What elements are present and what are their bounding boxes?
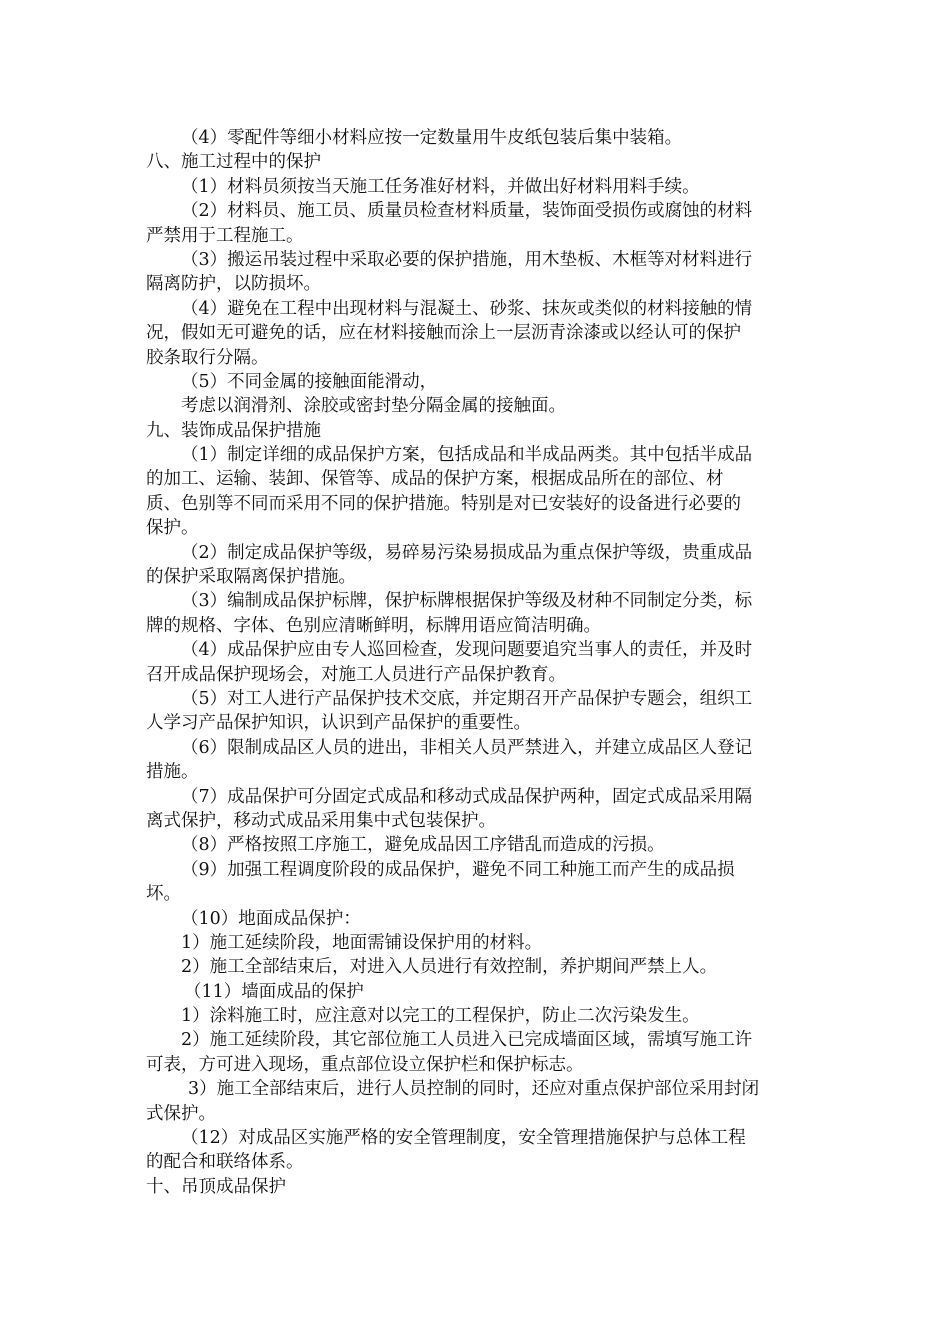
paragraph-line: 3）施工全部结束后，进行人员控制的同时，还应对重点保护部位采用封闭 [188, 1079, 760, 1100]
paragraph-line: （1）制定详细的成品保护方案，包括成品和半成品两类。其中包括半成品 [181, 445, 753, 466]
paragraph-line: 的保护采取隔离保护措施。 [146, 567, 356, 588]
paragraph-line: （10）地面成品保护： [181, 908, 361, 929]
paragraph-line: （5）对工人进行产品保护技术交底，并定期召开产品保护专题会，组织工 [181, 688, 753, 709]
paragraph-line: （3）编制成品保护标牌，保护标牌根据保护等级及材种不同制定分类，标 [181, 591, 753, 612]
paragraph-line: 召开成品保护现场会，对施工人员进行产品保护教育。 [146, 664, 566, 685]
section-heading: 十、吊顶成品保护 [146, 1176, 286, 1197]
paragraph-line: 况，假如无可避免的话，应在材料接触而涂上一层沥青涂漆或以经认可的保护 [146, 323, 741, 344]
paragraph-line: 隔离防护，以防损坏。 [146, 274, 321, 295]
paragraph-line: （4）成品保护应由专人巡回检查，发现问题要追究当事人的责任，并及时 [181, 640, 753, 661]
paragraph-line: 质、色别等不同而采用不同的保护措施。特别是对已安装好的设备进行必要的 [146, 493, 741, 514]
paragraph-line: 胶条取行分隔。 [146, 347, 269, 368]
paragraph-line: （3）搬运吊装过程中采取必要的保护措施，用木垫板、木框等对材料进行 [181, 249, 753, 270]
paragraph-line: 的加工、运输、装卸、保管等、成品的保护方案，根据成品所在的部位、材 [146, 469, 724, 490]
paragraph-line: 2）施工延续阶段，其它部位施工人员进入已完成墙面区域，需填写施工许 [181, 1030, 753, 1051]
paragraph-line: （7）成品保护可分固定式成品和移动式成品保护两种，固定式成品采用隔 [181, 786, 753, 807]
paragraph-line: （12）对成品区实施严格的安全管理制度，安全管理措施保护与总体工程 [181, 1128, 746, 1149]
paragraph-line: 保护。 [146, 518, 199, 539]
paragraph-line: （8）严格按照工序施工，避免成品因工序错乱而造成的污损。 [181, 835, 665, 856]
paragraph-line: 坏。 [146, 884, 181, 905]
paragraph-line: （6）限制成品区人员的进出，非相关人员严禁进入，并建立成品区人登记 [181, 737, 753, 758]
paragraph-line: 考虑以润滑剂、涂胶或密封垫分隔金属的接触面。 [181, 396, 566, 417]
paragraph-line: 1）施工延续阶段，地面需铺设保护用的材料。 [181, 932, 543, 953]
paragraph-line: 人学习产品保护知识，认识到产品保护的重要性。 [146, 713, 531, 734]
paragraph-line: 式保护。 [146, 1103, 216, 1124]
paragraph-line: 牌的规格、字体、色别应清晰鲜明，标牌用语应简洁明确。 [146, 615, 601, 636]
paragraph-line: （4）零配件等细小材料应按一定数量用牛皮纸包装后集中装箱。 [181, 128, 683, 148]
paragraph-line: 的配合和联络体系。 [146, 1152, 304, 1173]
paragraph-line: （9）加强工程调度阶段的成品保护，避免不同工种施工而产生的成品损 [181, 859, 735, 880]
paragraph-line: 严禁用于工程施工。 [146, 225, 304, 246]
section-heading: 九、装饰成品保护措施 [146, 420, 321, 441]
paragraph-line: 离式保护，移动式成品采用集中式包装保护。 [146, 810, 496, 831]
paragraph-line: （1）材料员须按当天施工任务准好材料，并做出好材料用料手续。 [181, 176, 700, 197]
document-body [146, 126, 810, 1199]
paragraph-line: （5）不同金属的接触面能滑动， [181, 371, 438, 392]
section-heading: 八、施工过程中的保护 [146, 152, 321, 173]
paragraph-line: （11）墙面成品的保护 [184, 981, 364, 1002]
paragraph-line: 2）施工全部结束后，对进入人员进行有效控制，养护期间严禁上人。 [181, 957, 718, 978]
paragraph-line: 措施。 [146, 762, 199, 783]
paragraph-line: （2）制定成品保护等级，易碎易污染易损成品为重点保护等级，贵重成品 [181, 542, 753, 563]
paragraph-line: 可表，方可进入现场，重点部位设立保护栏和保护标志。 [146, 1054, 584, 1075]
paragraph-line: 1）涂料施工时，应注意对以完工的工程保护，防止二次污染发生。 [181, 1006, 700, 1027]
paragraph-line: （2）材料员、施工员、质量员检查材料质量，装饰面受损伤或腐蚀的材料 [181, 201, 753, 222]
paragraph-line: （4）避免在工程中出现材料与混凝土、砂浆、抹灰或类似的材料接触的情 [181, 298, 753, 319]
